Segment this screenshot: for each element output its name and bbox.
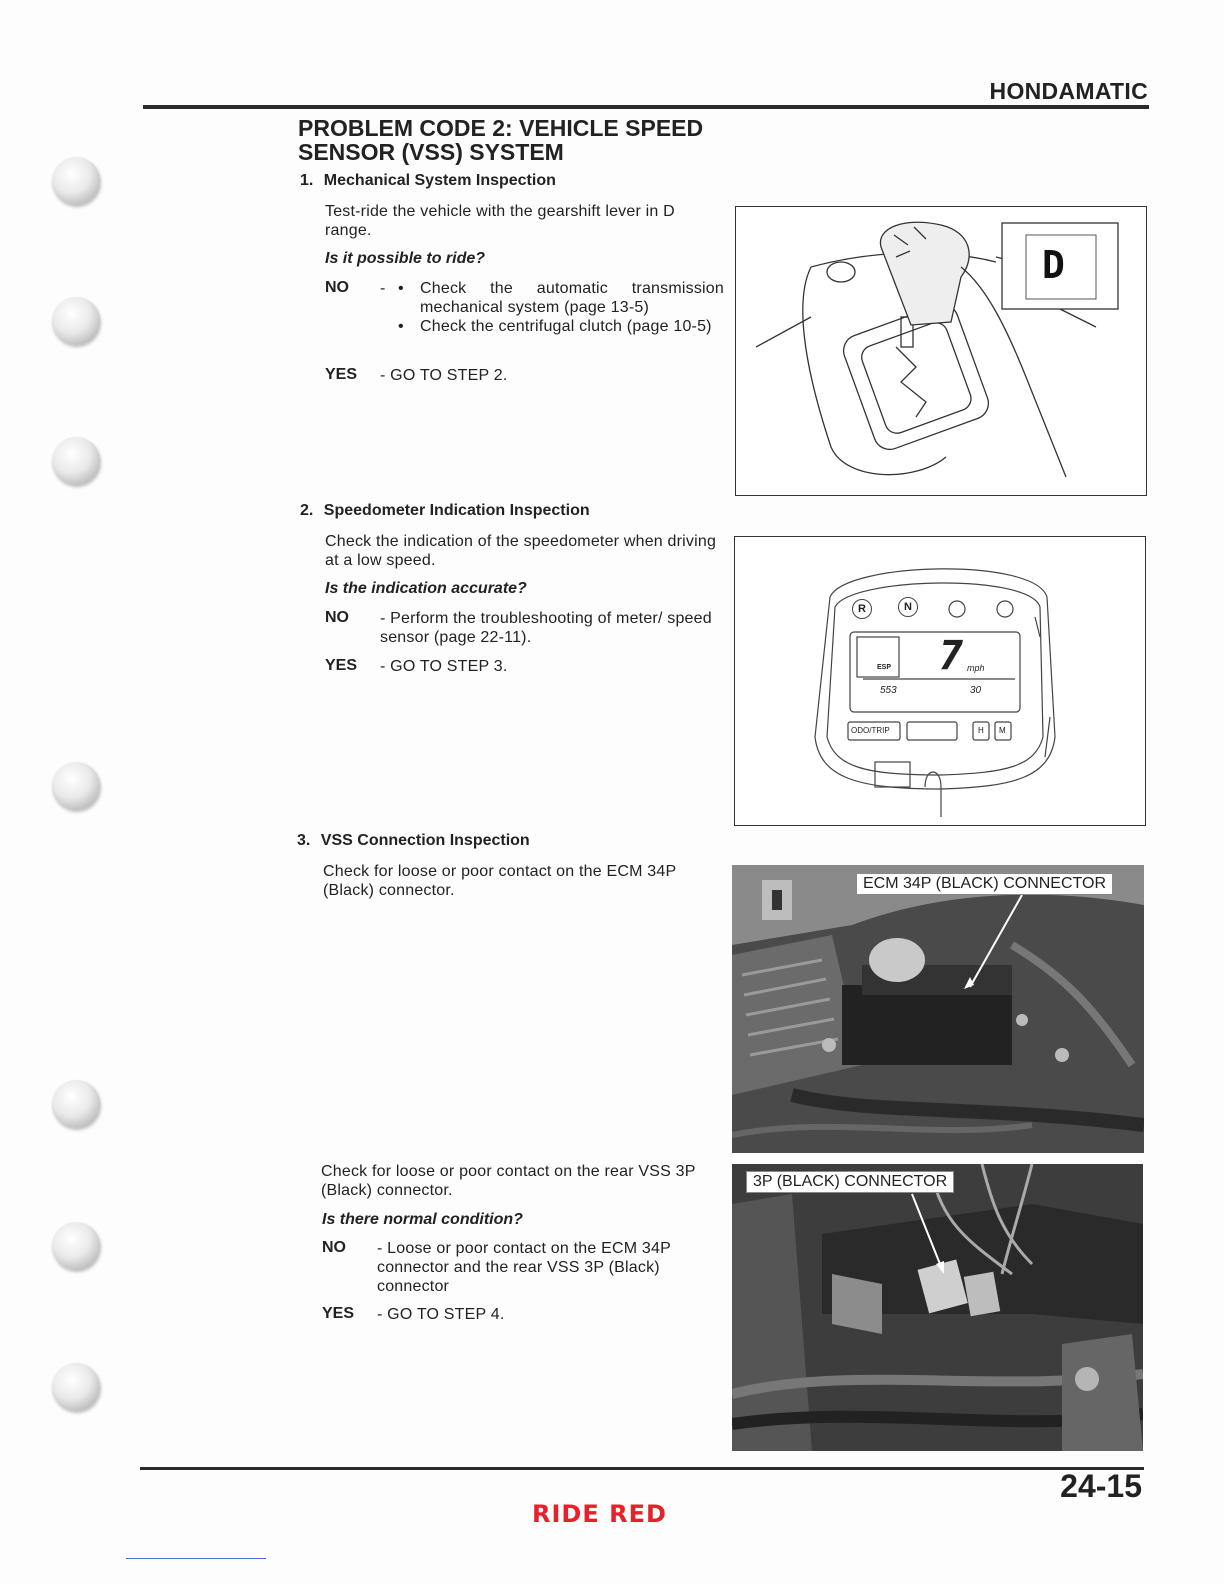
ecm-connector-photo	[732, 865, 1144, 1153]
binder-hole	[52, 1222, 100, 1270]
ecm-connector-callout: ECM 34P (BLACK) CONNECTOR	[856, 873, 1113, 895]
step-3-yes-label: YES	[322, 1305, 355, 1322]
step-2-no-text: - Perform the troubleshooting of meter/ speed sensor (page 22-11).	[380, 610, 712, 646]
gearshift-figure	[735, 206, 1147, 496]
page-number: 24-15	[1060, 1468, 1142, 1504]
step-1-question: Is it possible to ride?	[325, 250, 486, 267]
step-2-no-label: NO	[325, 609, 349, 626]
vss-connector-callout: 3P (BLACK) CONNECTOR	[746, 1171, 954, 1193]
reverse-lamp: R	[852, 599, 872, 619]
list-item: • Check the centrifugal clutch (page 10-5)	[398, 318, 712, 335]
binder-hole	[52, 1363, 100, 1411]
step-1-text: Test-ride the vehicle with the gearshift lever in D range.	[325, 203, 675, 239]
speedometer-illustration	[735, 537, 1145, 825]
section-header: HONDAMATIC	[989, 78, 1148, 104]
step-1-number: 1.	[300, 172, 314, 189]
odometer-value: 553	[880, 685, 897, 696]
odo-trip-button: ODO/TRIP	[851, 726, 890, 735]
step-3-question: Is there normal condition?	[322, 1211, 523, 1228]
gear-indicator: D	[1042, 243, 1065, 287]
speedometer-figure	[734, 536, 1146, 826]
title-line-1: PROBLEM CODE 2: VEHICLE SPEED	[298, 115, 704, 141]
minute-button: M	[999, 726, 1006, 735]
step-3-title: VSS Connection Inspection	[320, 832, 530, 849]
step-3-text: Check for loose or poor contact on the ECM 34P (Black) connector.	[323, 863, 677, 899]
binder-hole	[52, 437, 100, 485]
vss-photo-illustration	[732, 1164, 1143, 1451]
step-1-heading	[300, 172, 556, 190]
step-1-yes-text: - GO TO STEP 2.	[380, 367, 508, 384]
title-line-2: SENSOR (VSS) SYSTEM	[298, 139, 564, 165]
list-item: • Check the automatic transmission mechanical system (page 13-5)	[398, 280, 724, 316]
temperature-value: 30	[970, 685, 982, 696]
step-3-yes-text: - GO TO STEP 4.	[377, 1306, 505, 1323]
speed-unit: mph	[967, 663, 985, 673]
vss-connector-photo	[732, 1164, 1143, 1451]
step-1-title: Mechanical System Inspection	[323, 172, 556, 189]
esp-label: ESP	[877, 664, 892, 671]
footer-rule	[140, 1467, 1144, 1470]
step-3-no-text: - Loose or poor contact on the ECM 34P connector and the rear VSS 3P (Black) connector	[377, 1240, 671, 1295]
step-2-number: 2.	[300, 502, 314, 519]
gearshift-illustration	[736, 207, 1146, 495]
hour-button: H	[978, 726, 984, 735]
step-1-no-list	[398, 279, 724, 336]
binder-hole	[52, 297, 100, 345]
step-1-no-label: NO	[325, 279, 349, 296]
page-title	[298, 116, 738, 164]
step-2-yes-text: - GO TO STEP 3.	[380, 658, 508, 675]
step-3-heading	[297, 832, 530, 850]
header-rule	[143, 105, 1149, 109]
footer-brand: RIDE RED	[532, 1500, 667, 1528]
footer-underline	[126, 1558, 266, 1559]
binder-hole	[52, 1080, 100, 1128]
step-3-number: 3.	[297, 832, 311, 849]
step-2-heading	[300, 502, 590, 520]
step-2-yes-label: YES	[325, 657, 358, 674]
binder-hole	[52, 762, 100, 810]
binder-hole	[52, 157, 100, 205]
step-2-title: Speedometer Indication Inspection	[323, 502, 590, 519]
step-2-text: Check the indication of the speedometer when driving at a low speed.	[325, 533, 717, 569]
step-1-yes-label: YES	[325, 366, 358, 383]
neutral-lamp: N	[898, 597, 918, 617]
ecm-photo-illustration	[732, 865, 1144, 1153]
step-3-no-label: NO	[322, 1239, 346, 1256]
step-1-no-dash: -	[380, 280, 386, 297]
step-3-text-2: Check for loose or poor contact on the rear VSS 3P (Black) connector.	[321, 1163, 696, 1199]
step-2-question: Is the indication accurate?	[325, 580, 527, 597]
speed-digit: 7	[939, 633, 964, 679]
